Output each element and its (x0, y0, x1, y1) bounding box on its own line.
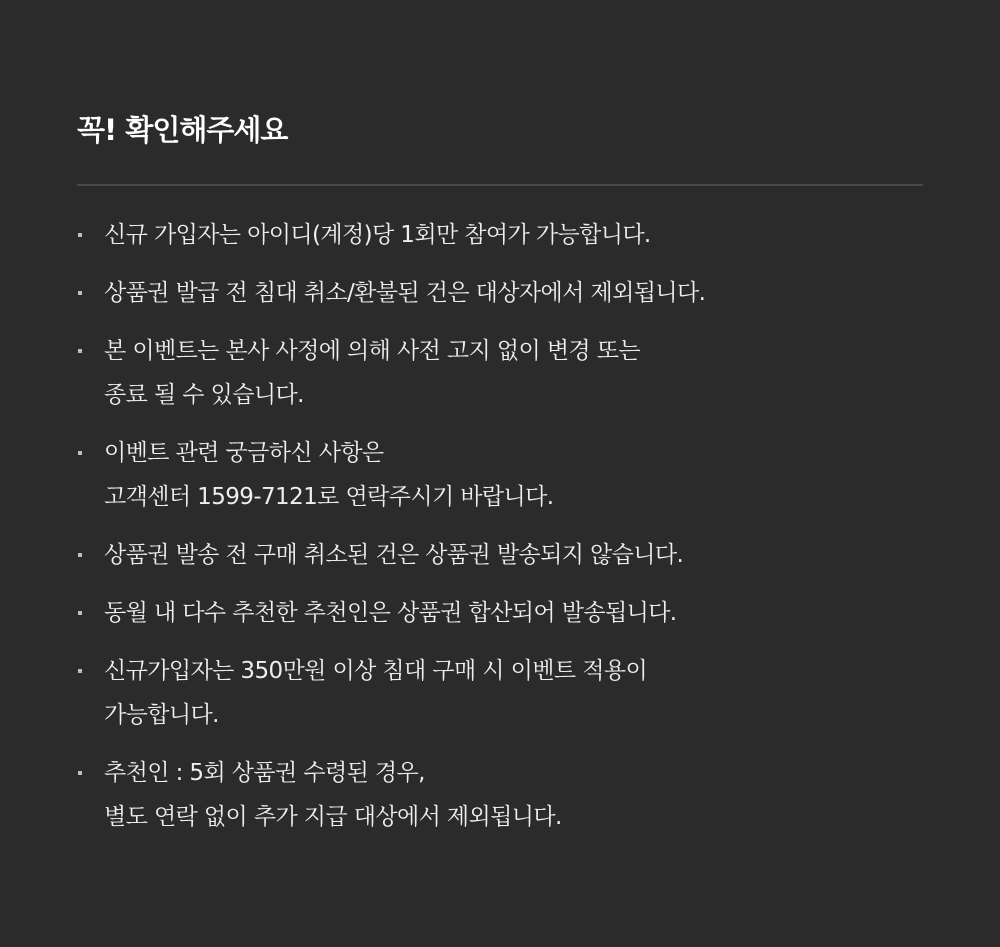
notice-line: 상품권 발급 전 침대 취소/환불된 건은 대상자에서 제외됩니다. (104, 280, 706, 306)
bullet-icon (78, 349, 82, 353)
notice-line: 신규가입자는 350만원 이상 침대 구매 시 이벤트 적용이 (104, 658, 648, 684)
notice-item (77, 649, 923, 737)
notice-title: 꼭! 확인해주세요 (77, 113, 288, 147)
notice-line: 가능합니다. (104, 702, 219, 728)
bullet-icon (78, 291, 82, 295)
bullet-icon (78, 611, 82, 615)
notice-item (77, 591, 923, 635)
title-divider (77, 184, 923, 186)
notice-line: 고객센터 1599-7121로 연락주시기 바랍니다. (104, 484, 554, 510)
notice-line: 동월 내 다수 추천한 추천인은 상품권 합산되어 발송됩니다. (104, 600, 677, 626)
notice-list (77, 213, 923, 839)
notice-line: 신규 가입자는 아이디(계정)당 1회만 참여가 가능합니다. (104, 222, 651, 248)
bullet-icon (78, 233, 82, 237)
notice-item (77, 329, 923, 417)
notice-item (77, 213, 923, 257)
bullet-icon (78, 553, 82, 557)
notice-item (77, 751, 923, 839)
notice-line: 상품권 발송 전 구매 취소된 건은 상품권 발송되지 않습니다. (104, 542, 684, 568)
bullet-icon (78, 669, 82, 673)
notice-line: 추천인 : 5회 상품권 수령된 경우, (104, 760, 425, 786)
notice-item (77, 271, 923, 315)
notice-line: 별도 연락 없이 추가 지급 대상에서 제외됩니다. (104, 804, 562, 830)
notice-item (77, 431, 923, 519)
notice-item (77, 533, 923, 577)
notice-line: 이벤트 관련 궁금하신 사항은 (104, 440, 384, 466)
bullet-icon (78, 451, 82, 455)
notice-line: 본 이벤트는 본사 사정에 의해 사전 고지 없이 변경 또는 (104, 338, 640, 364)
bullet-icon (78, 771, 82, 775)
notice-line: 종료 될 수 있습니다. (104, 382, 304, 408)
